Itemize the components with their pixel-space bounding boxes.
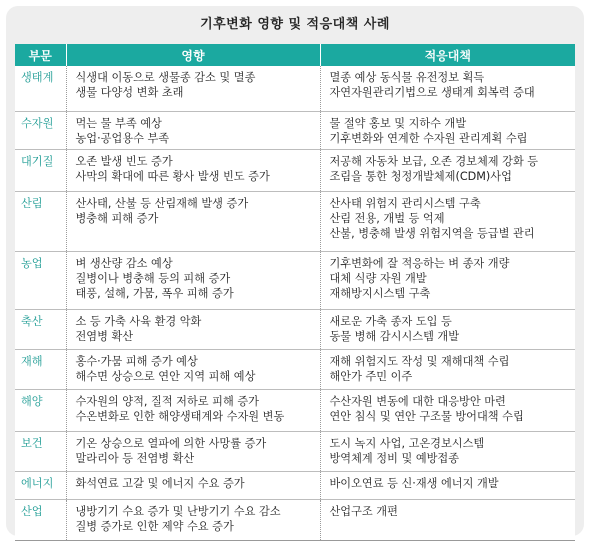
impact-cell — [66, 309, 320, 349]
sector-cell: 수자원 — [15, 111, 66, 149]
impact-line: 오존 발생 빈도 증가 — [75, 154, 173, 168]
measure-cell — [320, 111, 575, 149]
header-measure: 적응대책 — [320, 44, 575, 66]
impact-line: 화석연료 고갈 및 에너지 수요 증가 — [75, 476, 245, 490]
impact-line: 벼 생산량 감소 예상 — [75, 256, 173, 270]
sector-cell: 재해 — [15, 349, 66, 389]
measure-cell — [320, 471, 575, 499]
impact-line: 해수면 상승으로 연안 지역 피해 예상 — [75, 369, 256, 383]
measure-cell — [320, 499, 575, 540]
measure-line: 재해 위험지도 작성 및 재해대책 수립 — [329, 354, 510, 368]
measure-line: 저공해 자동차 보급, 오존 경보체제 강화 등 — [329, 154, 539, 168]
impact-cell — [66, 431, 320, 471]
measure-cell — [320, 349, 575, 389]
measure-line: 새로운 가축 종자 도입 등 — [329, 314, 452, 328]
impact-line: 식생대 이동으로 생물종 감소 및 멸종 — [75, 71, 256, 84]
measure-cell — [320, 66, 575, 111]
impact-cell — [66, 251, 320, 309]
measure-line: 도시 녹지 사업, 고온경보시스템 — [329, 436, 485, 450]
header-row — [15, 44, 575, 66]
impact-cell — [66, 499, 320, 540]
impact-cell — [66, 66, 320, 111]
impact-line: 수온변화로 인한 해양생태계와 수자원 변동 — [75, 409, 285, 423]
impact-line: 전염병 확산 — [75, 329, 134, 343]
sector-cell: 대기질 — [15, 149, 66, 191]
table-row — [15, 251, 575, 309]
table-body — [15, 66, 575, 540]
sector-cell: 농업 — [15, 251, 66, 309]
measure-cell — [320, 309, 575, 349]
table-title: 기후변화 영향 및 적응대책 사례 — [200, 17, 390, 32]
impact-cell — [66, 349, 320, 389]
measure-line: 방역체계 정비 및 예방접종 — [329, 451, 460, 465]
table-row — [15, 389, 575, 431]
sector-cell: 에너지 — [15, 471, 66, 499]
impact-line: 소 등 가축 사육 환경 악화 — [75, 314, 202, 328]
table-row — [15, 499, 575, 540]
impact-line: 산사태, 산불 등 산림재해 발생 증가 — [75, 196, 249, 210]
measure-cell — [320, 149, 575, 191]
table-row — [15, 471, 575, 499]
impact-line: 태풍, 설해, 가뭄, 폭우 피해 증가 — [75, 286, 234, 300]
impact-line: 질병 증가로 인한 제약 수요 증가 — [75, 519, 234, 533]
measure-line: 조림을 통한 청정개발체제(CDM)사업 — [329, 169, 512, 183]
impact-line: 병충해 피해 증가 — [75, 211, 159, 225]
table-row — [15, 431, 575, 471]
impact-cell — [66, 149, 320, 191]
measure-line: 기후변화에 잘 적응하는 벼 종자 개량 — [329, 256, 510, 270]
impact-cell — [66, 389, 320, 431]
sector-cell: 축산 — [15, 309, 66, 349]
table-row — [15, 191, 575, 251]
table-row — [15, 66, 575, 111]
measure-cell — [320, 251, 575, 309]
header-sector: 부문 — [15, 44, 66, 66]
impact-line: 생물 다양성 변화 초래 — [75, 86, 184, 99]
measure-line: 산림 전용, 개벌 등 억제 — [329, 211, 445, 225]
measure-line: 산업구조 개편 — [329, 504, 398, 518]
table-panel — [6, 6, 584, 536]
measure-line: 수산자원 변동에 대한 대응방안 마련 — [329, 394, 506, 408]
impact-cell — [66, 111, 320, 149]
impact-line: 질병이나 병충해 등의 피해 증가 — [75, 271, 231, 285]
measure-line: 자연자원관리기법으로 생태계 회복력 증대 — [329, 86, 535, 99]
measure-line: 기후변화와 연계한 수자원 관리계획 수립 — [329, 131, 528, 145]
impact-line: 수자원의 양적, 질적 저하로 피해 증가 — [75, 394, 259, 408]
measure-line: 물 절약 홍보 및 지하수 개발 — [329, 116, 467, 130]
measure-line: 멸종 예상 동식물 유전정보 획득 — [329, 71, 485, 84]
measure-line: 동물 병해 감시시스템 개발 — [329, 329, 460, 343]
measure-line: 대체 식량 자원 개발 — [329, 271, 427, 285]
measure-line: 바이오연료 등 신·재생 에너지 개발 — [329, 476, 499, 490]
measure-line: 산사태 위험지 관리시스템 구축 — [329, 196, 481, 210]
measure-line: 산불, 병충해 발생 위험지역을 등급별 관리 — [329, 226, 535, 240]
impact-cell — [66, 191, 320, 251]
measure-line: 연안 침식 및 연안 구조물 방어대책 수립 — [329, 409, 524, 423]
measure-cell — [320, 389, 575, 431]
table-row — [15, 349, 575, 389]
sector-cell: 해양 — [15, 389, 66, 431]
impact-line: 냉방기기 수요 증가 및 난방기기 수요 감소 — [75, 504, 281, 518]
sector-cell: 산림 — [15, 191, 66, 251]
impact-line: 말라리아 등 전염병 확산 — [75, 451, 195, 465]
adaptation-table — [15, 44, 575, 541]
measure-line: 해안가 주민 이주 — [329, 369, 413, 383]
sector-cell: 보건 — [15, 431, 66, 471]
header-impact: 영향 — [66, 44, 320, 66]
impact-line: 기온 상승으로 열파에 의한 사망률 증가 — [75, 436, 267, 450]
impact-line: 먹는 물 부족 예상 — [75, 116, 162, 130]
impact-line: 농업·공업용수 부족 — [75, 131, 170, 145]
measure-line: 재해방지시스템 구축 — [329, 286, 431, 300]
sector-cell: 산업 — [15, 499, 66, 540]
table-row — [15, 111, 575, 149]
impact-line: 홍수·가뭄 피해 증가 예상 — [75, 354, 198, 368]
table-row — [15, 149, 575, 191]
measure-cell — [320, 191, 575, 251]
table-row — [15, 309, 575, 349]
impact-line: 사막의 확대에 따른 황사 발생 빈도 증가 — [75, 169, 270, 183]
measure-cell — [320, 431, 575, 471]
impact-cell — [66, 471, 320, 499]
sector-cell: 생태계 — [21, 71, 54, 84]
